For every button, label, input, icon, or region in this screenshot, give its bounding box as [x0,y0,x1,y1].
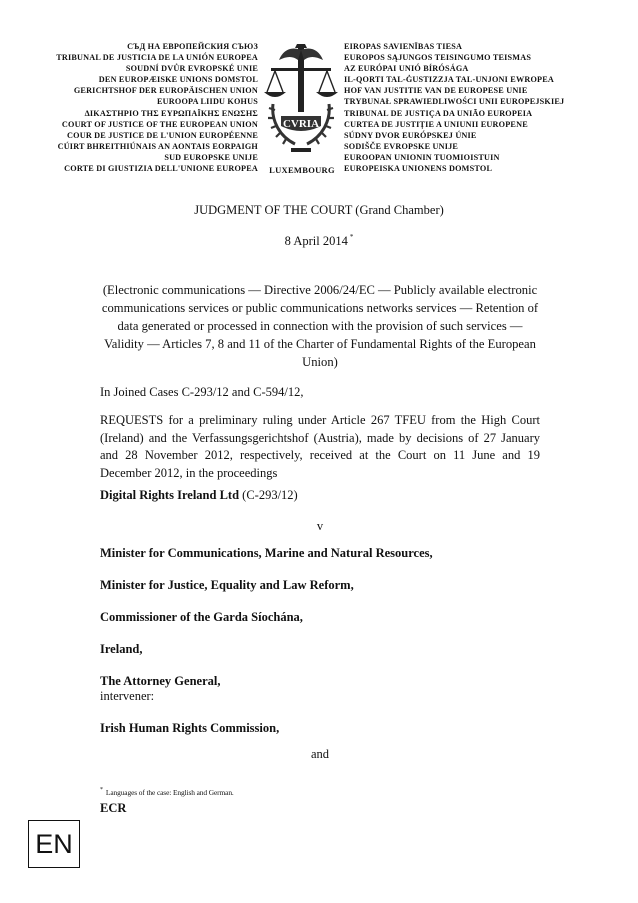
court-name: СЪД НА ЕВРОПЕЙСКИЯ СЪЮЗ [127,42,258,51]
court-name: CORTE DI GIUSTIZIA DELL'UNIONE EUROPEA [64,164,258,174]
and-connector: and [310,747,330,761]
court-name: SOUDNÍ DVŮR EVROPSKÉ UNIE [125,64,258,74]
applicant-name: Digital Rights Ireland Ltd [100,488,240,502]
court-name: HOF VAN JUSTITIE VAN DE EUROPESE UNIE [344,86,528,96]
court-name: GERICHTSHOF DER EUROPÄISCHEN UNION [73,86,258,96]
court-name: AZ EURÓPAI UNIÓ BÍRÓSÁGA [344,64,469,74]
court-name: SUD EUROPSKE UNIJE [164,152,258,162]
footnote-text: Languages of the case: English and German. [105,788,234,797]
cvria-emblem-icon [261,40,341,168]
respondent: Ireland, [100,642,143,656]
respondent: Minister for Communications, Marine and Natural Resources, [100,546,433,560]
judgment-title: JUDGMENT OF THE COURT (Grand Chamber) [194,203,444,217]
requests-paragraph: REQUESTS for a preliminary ruling under Article 267 TFEU from the High Court (Ireland) and the Verfassungsgerichtshof (Austria), made by decisions of 27 January and 28 November 2012, respectively, received at the Court on 11 June and 19 December 2012, in the proceedings [100,413,540,480]
language-code-box: EN [28,820,80,868]
footnote [100,787,234,797]
court-name: EUROOPAN UNIONIN TUOMIOISTUIN [344,152,500,162]
court-names-right [344,41,564,174]
subject-keywords: (Electronic communications — Directive 2006/24/EC — Publicly available electronic communications services or public communications networks services — Retention of data generated or processed in connection with the provision of such services — Validity — Articles 7, 8 and 11 of the Charter of Fundamental Rights of the European Union) [101,283,539,369]
respondent: The Attorney General, [100,674,221,688]
versus: v [316,519,324,533]
emblem-caption: LUXEMBOURG [269,165,335,175]
court-name: SÚDNY DVOR EURÓPSKEJ ÚNIE [344,130,477,140]
date-text: 8 April 2014 [284,234,348,248]
court-name: DEN EUROPÆISKE UNIONS DOMSTOL [98,75,258,85]
court-name: CÚIRT BHREITHIÚNAIS AN AONTAIS EORPAIGH [57,141,258,151]
court-name: SODIŠČE EVROPSKE UNIJE [344,141,459,151]
court-name: TRYBUNAŁ SPRAWIEDLIWOŚCI UNII EUROPEJSKIEJ [344,97,565,107]
court-name: ΔΙΚΑΣΤΗΡΙΟ ΤΗΣ ΕΥΡΩΠΑΪΚΗΣ ΕΝΩΣΗΣ [84,108,258,118]
court-names-left [56,41,258,174]
applicant [100,487,540,505]
court-name: CURTEA DE JUSTIȚIE A UNIUNII EUROPENE [344,119,528,129]
court-name: EUROPOS SĄJUNGOS TEISINGUMO TEISMAS [344,53,532,63]
applicant-case: (C‑293/12) [239,488,298,502]
intervener-label: intervener: [100,689,155,703]
intervener: Irish Human Rights Commission, [100,721,280,735]
footnote-marker-bottom: * [100,787,103,793]
joined-cases: In Joined Cases C‑293/12 and C‑594/12, [100,385,304,399]
emblem-text: CVRIA [282,118,320,130]
court-name: EUROPEISKA UNIONENS DOMSTOL [344,164,493,174]
judgment-date [0,233,638,249]
court-name: COURT OF JUSTICE OF THE EUROPEAN UNION [61,119,258,129]
respondent: Minister for Justice, Equality and Law Reform, [100,578,354,592]
ecr-label: ECR [100,801,127,815]
court-name: IL-QORTI TAL-ĠUSTIZZJA TAL-UNJONI EWROPEA [344,75,554,85]
court-name: EUROOPA LIIDU KOHUS [156,97,258,107]
court-name: TRIBUNAL DE JUSTICIA DE LA UNIÓN EUROPEA [56,53,258,63]
court-name: EIROPAS SAVIENĪBAS TIESA [344,42,463,51]
footnote-marker[interactable]: * [349,233,354,241]
court-name: COUR DE JUSTICE DE L'UNION EUROPÉENNE [67,130,258,140]
court-name: TRIBUNAL DE JUSTIÇA DA UNIÃO EUROPEIA [344,108,533,118]
respondent: Commissioner of the Garda Síochána, [100,610,303,624]
